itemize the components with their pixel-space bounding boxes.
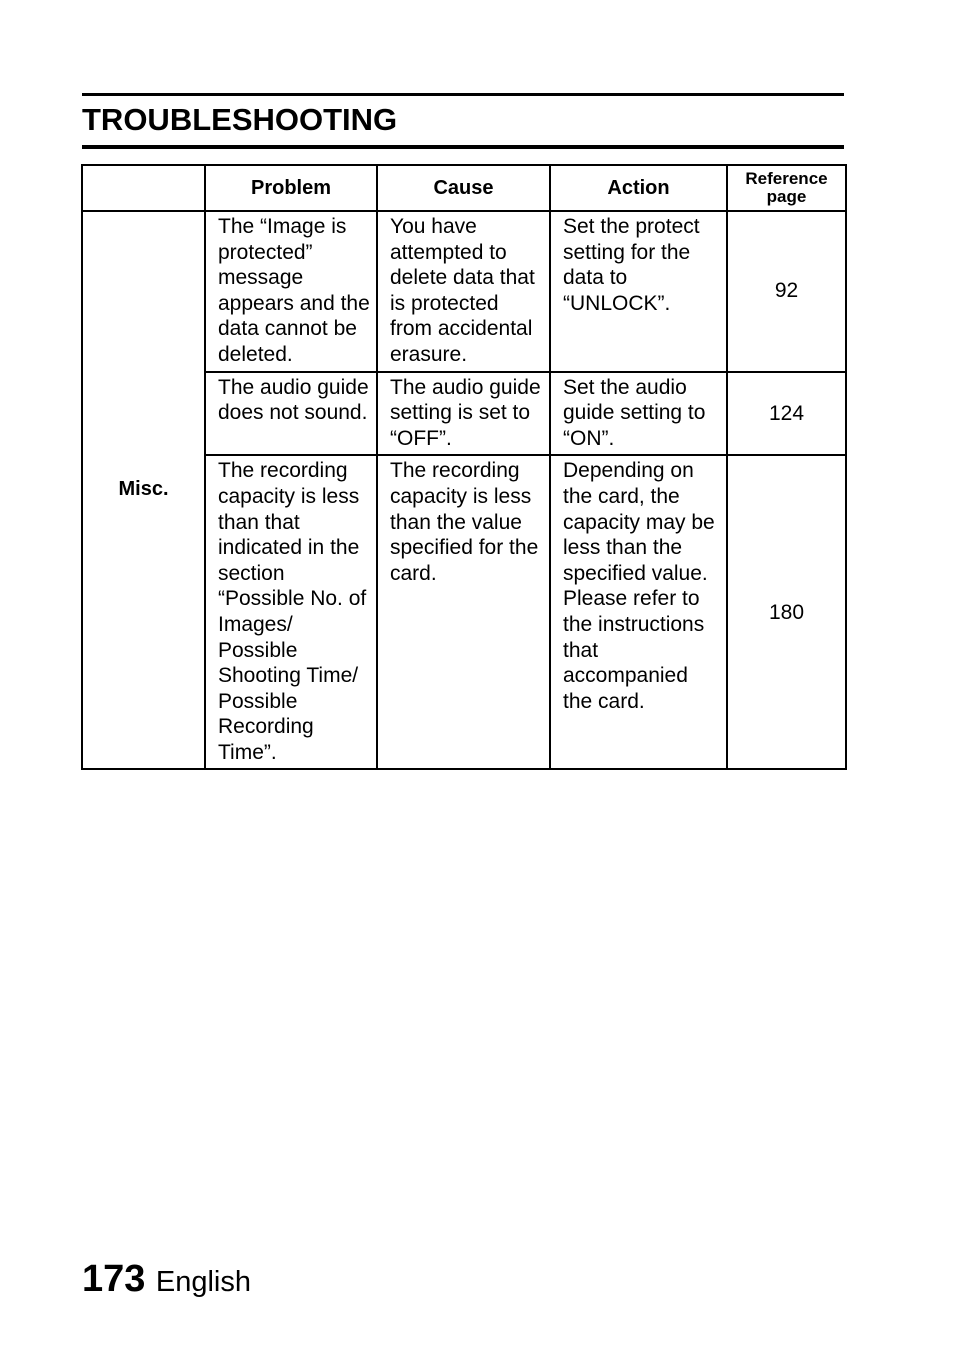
table-row — [82, 211, 846, 372]
problem-cell: The audio guide does not sound. — [205, 372, 377, 456]
reference-page-cell: 92 — [727, 211, 846, 372]
reference-page-cell: 180 — [727, 455, 846, 769]
cause-cell: You have attempted to delete data that is protected from accidental erasure. — [377, 211, 550, 372]
page-number: 173 — [82, 1258, 146, 1300]
cause-column-header: Cause — [377, 165, 550, 211]
category-column-header — [82, 165, 205, 211]
cause-cell: The audio guide setting is set to “OFF”. — [377, 372, 550, 456]
action-cell: Set the protect setting for the data to “UNLOCK”. — [550, 211, 727, 372]
table-header-row — [82, 165, 846, 211]
action-cell: Set the audio guide setting to “ON”. — [550, 372, 727, 456]
reference-page-cell: 124 — [727, 372, 846, 456]
problem-cell: The “Image is protected” message appears and the data cannot be deleted. — [205, 211, 377, 372]
page-footer — [82, 1258, 251, 1304]
action-column-header: Action — [550, 165, 727, 211]
reference-page-column-header: Reference page — [727, 165, 846, 211]
cause-cell: The recording capacity is less than the value specified for the card. — [377, 455, 550, 769]
problem-column-header: Problem — [205, 165, 377, 211]
category-cell: Misc. — [82, 211, 205, 769]
footer-language: English — [155, 1266, 251, 1298]
page-title: TROUBLESHOOTING — [82, 102, 398, 137]
troubleshooting-table — [81, 164, 847, 770]
title-rule-bottom — [82, 145, 844, 149]
action-cell: Depending on the card, the capacity may be less than the specified value. Please refer to the instructions that accompanied the card. — [550, 455, 727, 769]
problem-cell: The recording capacity is less than that indicated in the section “Possible No. of Images/ Possible Shooting Time/ Possible Recording Time”. — [205, 455, 377, 769]
title-rule-top — [82, 93, 844, 96]
